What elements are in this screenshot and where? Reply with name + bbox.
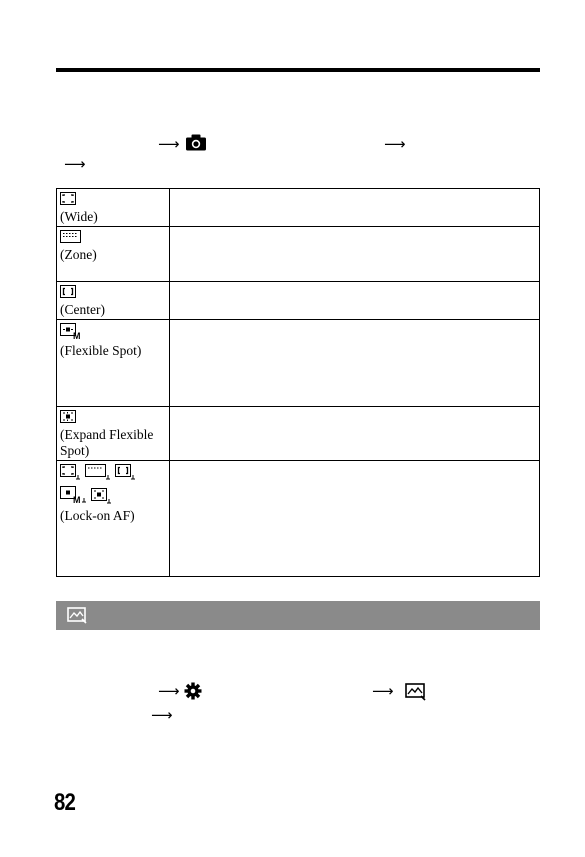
table-row [57,282,540,320]
lock-on-expand-flexible-spot-icon [91,488,113,504]
arrow-icon: ⟶ [158,682,180,700]
lock-on-af-icons [60,464,169,484]
row-label: (Expand Flexible Spot) [60,427,154,458]
table-row [57,227,540,282]
focus-area-table [56,188,540,577]
flexible-spot-icon [60,323,82,339]
lock-on-zone-icon [85,464,111,480]
section-header-bar [56,601,540,630]
camera-icon [185,134,207,151]
row-label: (Center) [60,302,105,317]
lock-on-flexible-spot-icon [60,486,88,504]
svg-text:M: M [73,331,81,339]
table-row [57,320,540,407]
row-label: (Flexible Spot) [60,343,142,358]
picture-effect-icon [405,683,427,701]
arrow-icon: ⟶ [384,135,406,153]
heading-rule [56,68,540,72]
row-label: (Lock-on AF) [60,508,135,523]
picture-effect-icon [67,607,87,624]
zone-area-icon [60,230,81,243]
row-label: (Zone) [60,247,97,262]
arrow-icon: ⟶ [151,706,173,724]
page-number: 82 [54,789,75,816]
arrow-icon: ⟶ [158,135,180,153]
lock-on-center-icon [115,464,137,480]
lock-on-wide-icon [60,464,82,480]
table-row [57,461,540,577]
center-area-icon [60,285,76,298]
arrow-icon: ⟶ [64,155,86,173]
table-row [57,407,540,461]
arrow-icon: ⟶ [372,682,394,700]
gear-icon [184,682,202,700]
row-label: (Wide) [60,209,98,224]
table-row [57,189,540,227]
expand-flexible-spot-icon [60,410,76,423]
wide-area-icon [60,192,76,205]
svg-text:M: M [73,495,81,504]
